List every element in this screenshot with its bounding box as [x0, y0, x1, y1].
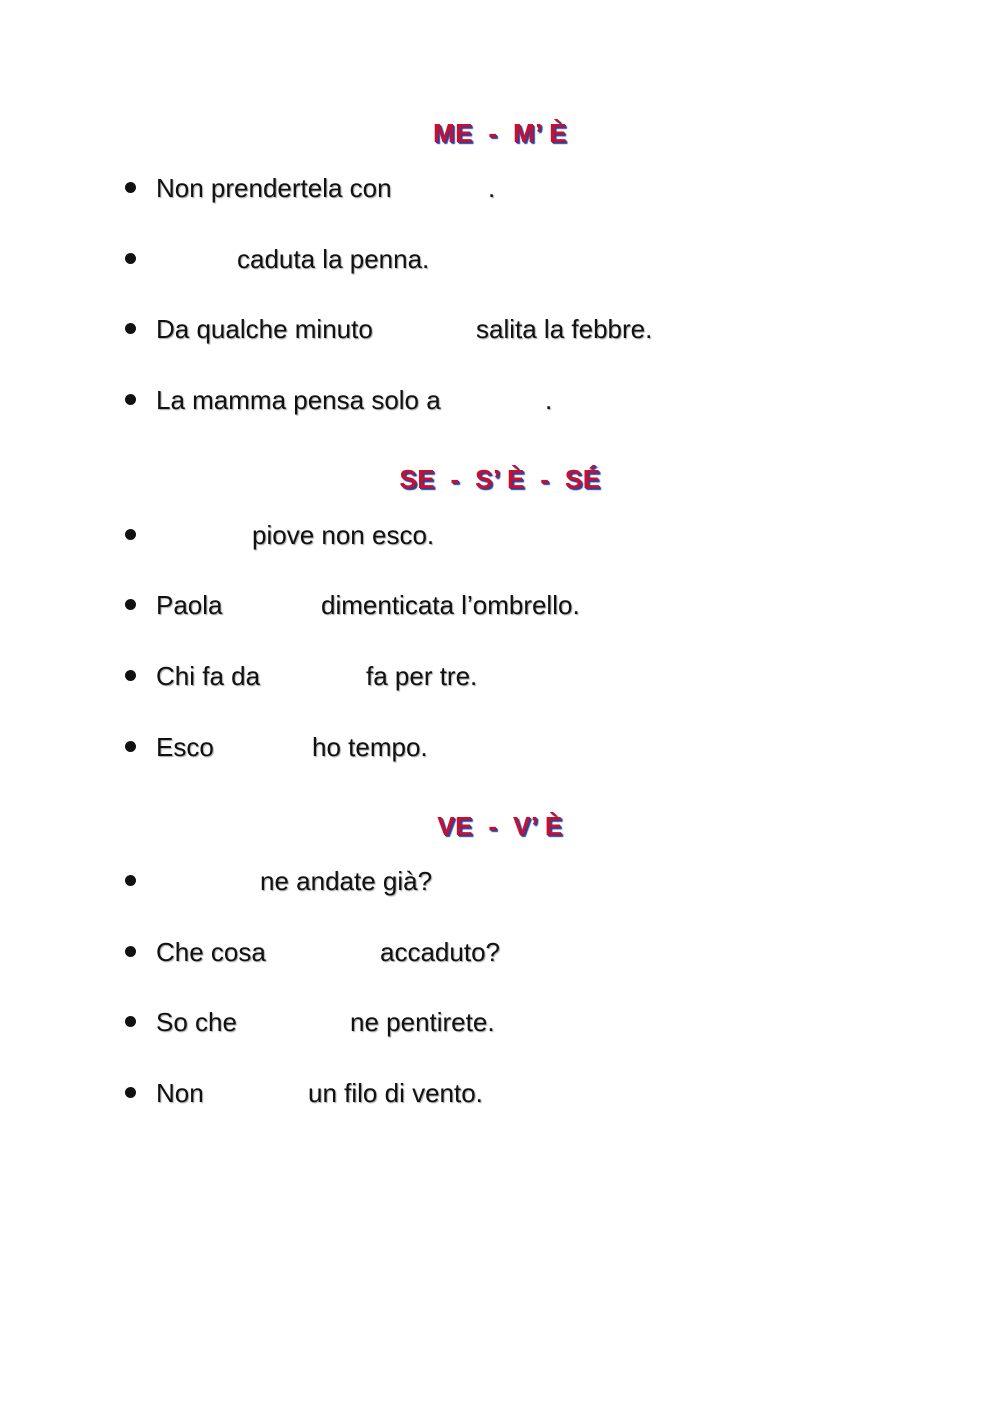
bullet-icon — [125, 1087, 136, 1098]
sentence-before: La mamma pensa solo a — [156, 385, 441, 415]
list-item — [0, 1004, 1000, 1040]
list-item — [0, 241, 1000, 277]
list-item — [0, 934, 1000, 970]
answer-blank[interactable] — [156, 521, 250, 551]
answer-blank[interactable] — [218, 733, 310, 763]
sentence-after: caduta la penna. — [237, 244, 430, 274]
sentence-before: Esco — [156, 732, 214, 762]
list-item — [0, 1075, 1000, 1111]
bullet-icon — [125, 670, 136, 681]
answer-blank[interactable] — [382, 315, 474, 345]
answer-blank[interactable] — [272, 938, 376, 968]
list-item — [0, 863, 1000, 899]
list-item — [0, 170, 1000, 206]
bullet-icon — [125, 599, 136, 610]
list-item — [0, 382, 1000, 418]
list-item — [0, 658, 1000, 694]
answer-blank[interactable] — [208, 1079, 304, 1109]
sentence-before: Non prendertela con — [156, 173, 392, 203]
sentence-after: un filo di vento. — [308, 1078, 483, 1108]
sentence-after: salita la febbre. — [476, 314, 653, 344]
sentence-after: piove non esco. — [252, 520, 435, 550]
answer-blank[interactable] — [226, 591, 318, 621]
list-item — [0, 517, 1000, 553]
answer-blank[interactable] — [265, 662, 363, 692]
sentence-after: . — [545, 385, 553, 415]
sentence-before: Paola — [156, 590, 223, 620]
section-title-ve: VE - V’ È — [437, 811, 563, 841]
sentence-after: accaduto? — [380, 937, 500, 967]
section-title-se: SE - S’ È - SÉ — [399, 464, 601, 494]
bullet-icon — [125, 394, 136, 405]
list-item — [0, 311, 1000, 347]
sentence-before: So che — [156, 1007, 237, 1037]
sentence-after: ho tempo. — [312, 732, 428, 762]
bullet-icon — [125, 1016, 136, 1027]
answer-blank[interactable] — [156, 867, 256, 897]
sentence-after: ne pentirete. — [350, 1007, 495, 1037]
bullet-icon — [125, 946, 136, 957]
bullet-icon — [125, 741, 136, 752]
answer-blank[interactable] — [452, 386, 544, 416]
bullet-icon — [125, 529, 136, 540]
list-item — [0, 729, 1000, 765]
sentence-before: Che cosa — [156, 937, 266, 967]
answer-blank[interactable] — [400, 174, 488, 204]
bullet-icon — [125, 253, 136, 264]
sentence-after: ne andate già? — [260, 866, 433, 896]
sentence-after: dimenticata l’ombrello. — [321, 590, 580, 620]
list-item — [0, 587, 1000, 623]
answer-blank[interactable] — [156, 245, 236, 275]
sentence-before: Non — [156, 1078, 204, 1108]
answer-blank[interactable] — [242, 1008, 346, 1038]
sentence-before: Chi fa da — [156, 661, 261, 691]
bullet-icon — [125, 182, 136, 193]
sentence-before: Da qualche minuto — [156, 314, 373, 344]
bullet-icon — [125, 875, 136, 886]
bullet-icon — [125, 323, 136, 334]
sentence-after: fa per tre. — [366, 661, 478, 691]
section-title-me: ME - M’ È — [432, 118, 568, 148]
sentence-after: . — [488, 173, 496, 203]
